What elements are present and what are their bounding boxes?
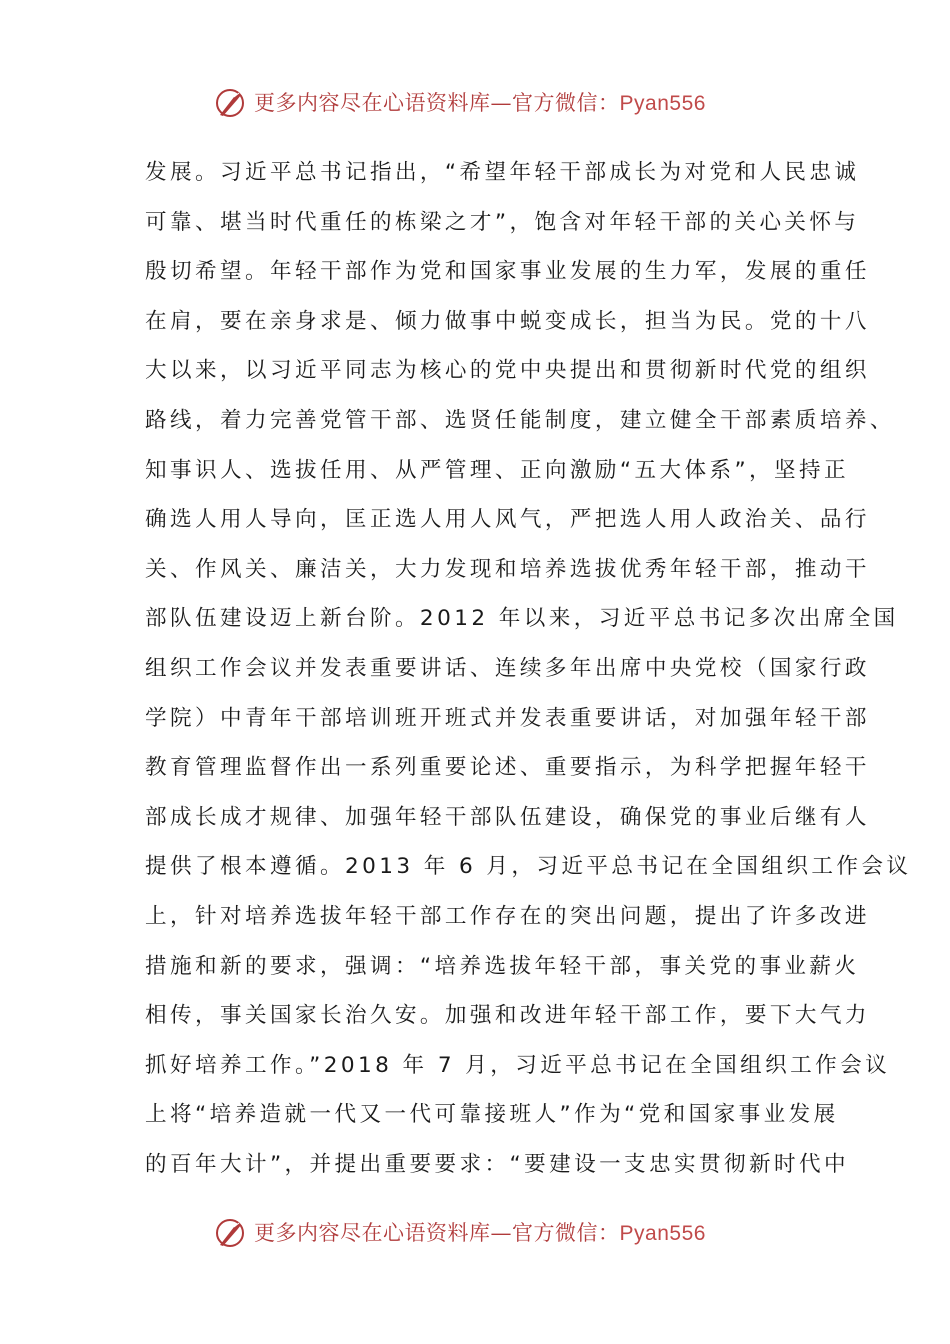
text-line-14: 部成长成才规律、加强年轻干部队伍建设，确保党的事业后继有人 <box>145 804 870 830</box>
footer-dash: — <box>490 1221 513 1245</box>
text-line-7: 知事识人、选拔任用、从严管理、正向激励“五大体系”，坚持正 <box>145 457 850 483</box>
text-line-3: 殷切希望。年轻干部作为党和国家事业发展的生力军，发展的重任 <box>145 259 870 285</box>
text-line-10: 部队伍建设迈上新台阶。2012 年以来，习近平总书记多次出席全国 <box>145 606 899 632</box>
text-line-1: 发展。习近平总书记指出，“希望年轻干部成长为对党和人民忠诚 <box>145 160 860 185</box>
text-line-19: 抓好培养工作。”2018 年 7 月，习近平总书记在全国组织工作会议 <box>145 1052 891 1078</box>
header-text <box>254 87 706 117</box>
text-line-9: 关、作风关、廉洁关，大力发现和培养选拔优秀年轻干部，推动干 <box>145 556 870 582</box>
text-line-6: 路线，着力完善党管干部、选贤任能制度，建立健全干部素质培养、 <box>145 407 895 433</box>
text-line-8: 确选人用人导向，匡正选人用人风气，严把选人用人政治关、品行 <box>145 507 870 533</box>
text-line-5: 大以来，以习近平同志为核心的党中央提出和贯彻新时代党的组织 <box>145 358 870 384</box>
header-dash: — <box>490 91 513 115</box>
header-brand: 更多内容尽在心语资料库 <box>254 91 491 115</box>
footer-brand: 更多内容尽在心语资料库 <box>254 1221 491 1245</box>
footer-banner <box>0 1212 950 1252</box>
text-line-2: 可靠、堪当时代重任的栋梁之才”，饱含对年轻干部的关心关怀与 <box>145 209 860 235</box>
text-line-20: 上将“培养造就一代又一代可靠接班人”作为“党和国家事业发展 <box>145 1102 839 1128</box>
footer-wechat-id: Pyan556 <box>619 1222 706 1245</box>
text-line-21: 的百年大计”，并提出重要要求：“要建设一支忠实贯彻新时代中 <box>145 1151 850 1177</box>
text-line-18: 相传，事关国家长治久安。加强和改进年轻干部工作，要下大气力 <box>145 1003 870 1029</box>
header-label: 官方微信： <box>512 91 620 115</box>
text-line-12: 学院）中青年干部培训班开班式并发表重要讲话，对加强年轻干部 <box>145 705 870 731</box>
footer-text <box>254 1217 706 1247</box>
text-line-13: 教育管理监督作出一系列重要论述、重要指示，为科学把握年轻干 <box>145 755 870 781</box>
header-banner <box>0 82 950 122</box>
text-line-4: 在肩，要在亲身求是、倾力做事中蜕变成长，担当为民。党的十八 <box>145 308 870 334</box>
text-line-17: 措施和新的要求，强调：“培养选拔年轻干部，事关党的事业薪火 <box>145 953 860 979</box>
pen-logo-icon <box>214 1215 248 1249</box>
text-line-16: 上，针对培养选拔年轻干部工作存在的突出问题，提出了许多改进 <box>145 903 870 929</box>
document-body <box>145 148 912 1189</box>
pen-logo-icon <box>214 85 248 119</box>
footer-label: 官方微信： <box>512 1221 620 1245</box>
text-line-15: 提供了根本遵循。2013 年 6 月，习近平总书记在全国组织工作会议 <box>145 854 912 880</box>
header-wechat-id: Pyan556 <box>619 92 706 115</box>
text-line-11: 组织工作会议并发表重要讲话、连续多年出席中央党校（国家行政 <box>145 655 870 681</box>
